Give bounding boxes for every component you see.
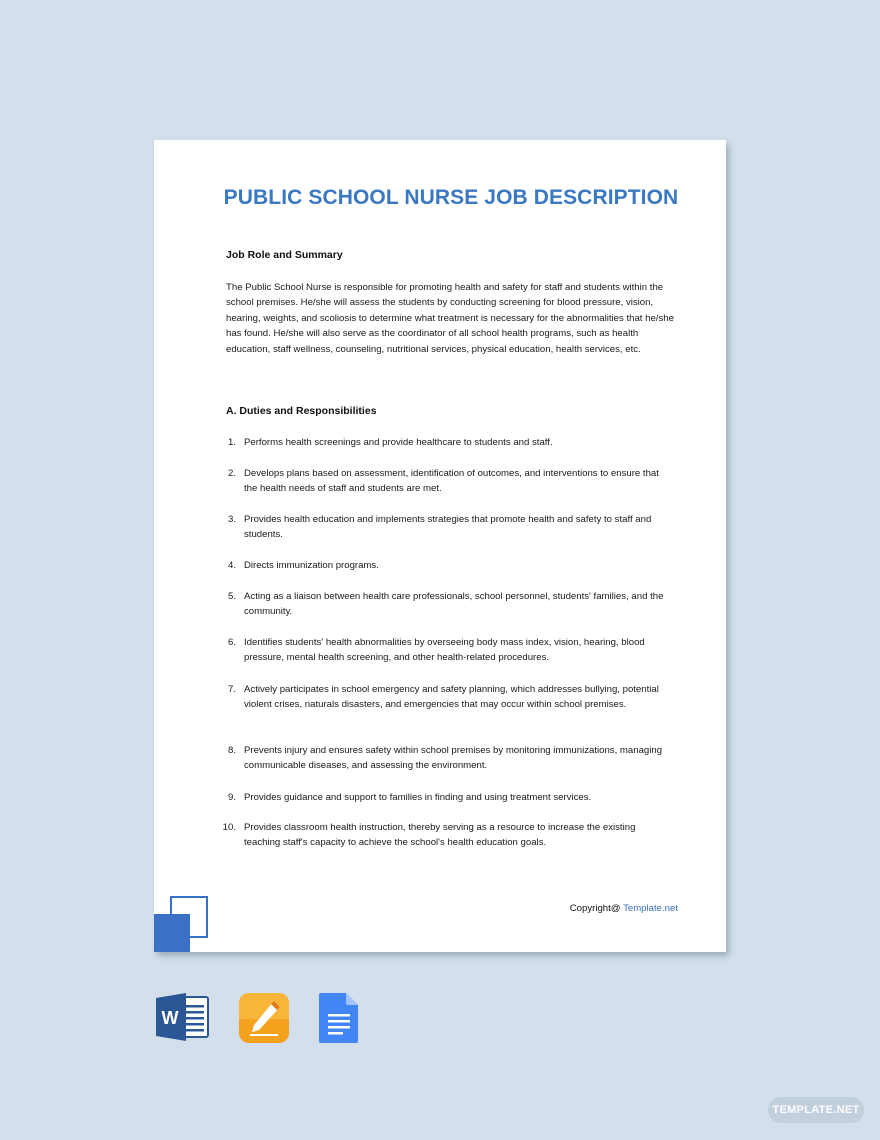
list-item-text: Identifies students' health abnormalities by overseeing body mass index, vision, hearing, blood pressure, mental health screening, and other health-related procedures. (244, 637, 645, 664)
list-item-number: 5. (227, 591, 236, 602)
word-letter: W (161, 1008, 179, 1028)
list-item-text: Actively participates in school emergency and safety planning, which addresses bullying, potential violent crises, naturals disasters, and emergencies that may occur within school premises. (244, 684, 659, 711)
corner-filled-square (154, 914, 190, 952)
list-item-text: Acting as a liaison between health care professionals, school personnel, students' families, and the community. (244, 591, 664, 618)
copyright-brand-link[interactable]: Template.net (623, 903, 678, 914)
google-docs-icon[interactable] (318, 992, 360, 1049)
summary-heading: Job Role and Summary (226, 249, 343, 261)
list-item-text: Develops plans based on assessment, identification of outcomes, and interventions to ensure that the health needs of staff and students are met. (244, 468, 659, 495)
summary-paragraph: The Public School Nurse is responsible for promoting health and safety for staff and students within the school premises. He/she will assess the students by conducting screening for blood pressure, vision, hearing, weights, and scoliosis to determine what treatment is necessary for the abnormalities that he/she has found. He/she will also serve as the coordinator of all school health programs, such as health education, staff wellness, counseling, nutritional services, physical education, health services, etc. (226, 282, 674, 355)
duties-heading: A. Duties and Responsibilities (226, 405, 377, 417)
list-item-text: Directs immunization programs. (244, 560, 379, 571)
list-item-text: Performs health screenings and provide healthcare to students and staff. (244, 437, 553, 448)
copyright-notice (570, 903, 678, 914)
document-title: PUBLIC SCHOOL NURSE JOB DESCRIPTION (223, 186, 679, 209)
word-icon[interactable] (156, 992, 210, 1047)
list-item-number: 10. (222, 822, 236, 833)
list-item-number: 2. (227, 468, 236, 479)
list-item-number: 1. (227, 437, 236, 448)
list-item-number: 6. (227, 637, 236, 648)
list-item-text: Provides guidance and support to families in finding and using treatment services. (244, 792, 592, 803)
list-item-number: 3. (227, 514, 236, 525)
list-item-text: Provides health education and implements strategies that promote health and safety to staff and students. (244, 514, 652, 541)
list-item-text: Prevents injury and ensures safety within school premises by monitoring immunizations, managing communicable diseases, and assessing the environment. (244, 745, 663, 772)
copyright-label: Copyright@ (569, 903, 621, 914)
pages-icon[interactable] (238, 992, 290, 1049)
document-page (154, 140, 726, 952)
list-item-number: 8. (227, 745, 236, 756)
list-item-text: Provides classroom health instruction, thereby serving as a resource to increase the existing teaching staff's capacity to achieve the school's health education goals. (244, 822, 636, 849)
list-item-number: 7. (227, 684, 236, 695)
template-net-watermark: TEMPLATE.NET (768, 1097, 864, 1123)
list-item-number: 4. (227, 560, 236, 571)
list-item-number: 9. (227, 792, 236, 803)
